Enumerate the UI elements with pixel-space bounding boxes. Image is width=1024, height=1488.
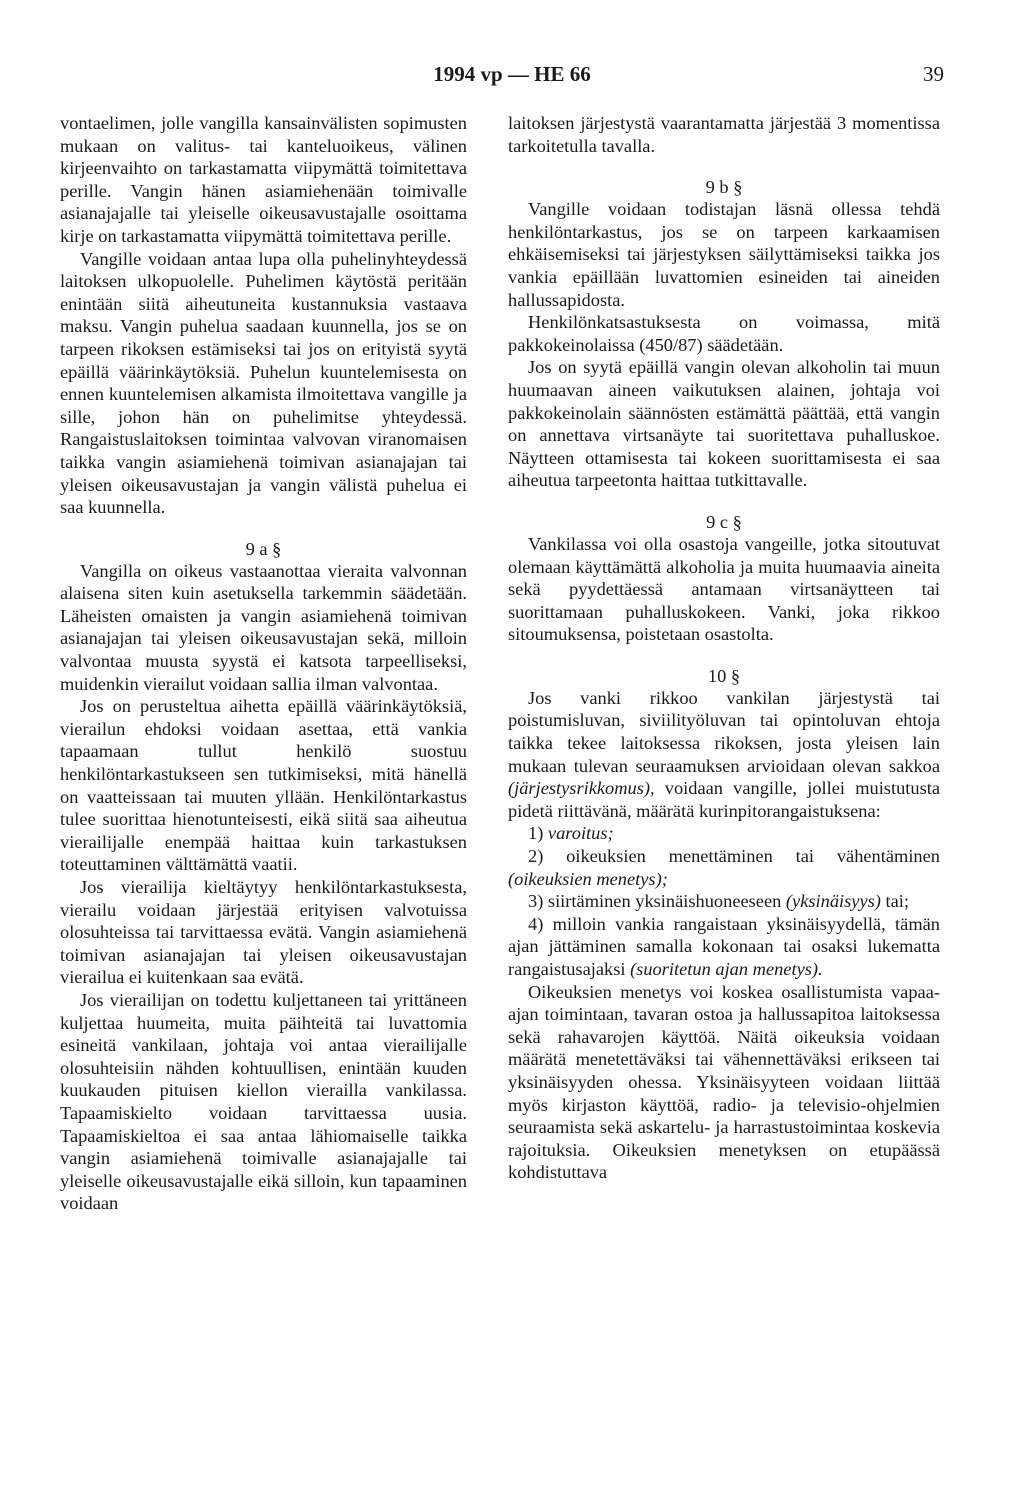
page-number: 39: [923, 62, 944, 86]
paragraph: Jos vierailijan on todettu kuljettaneen tai yrittäneen kuljettaa huumeita, muita päihteitä tai luvattomia esineitä vankilaan, johtaja voi antaa vierailijalle olosuhteisiin nähden kohtuullisen, enintään kuuden kuukauden pituisen kiellon vierailla vankilassa. Tapaamiskielto voidaan tarvittaessa uusia. Tapaamiskieltoa ei saa antaa lähiomaiselle taikka vangin asiamiehenä toimivalle asianajajalle tai yleiselle oikeusavustajalle eikä silloin, kun tapaaminen voidaan: [60, 989, 467, 1214]
list-item: [508, 913, 940, 981]
italic-term: (oikeuksien menetys);: [508, 868, 668, 889]
italic-term: (järjestysrikkomus),: [508, 778, 655, 799]
paragraph: Oikeuksien menetys voi koskea osallistumista vapaa-ajan toimintaan, tavaran ostoa ja hallussapitoa laitoksessa sekä rahavarojen käyttöä. Näitä oikeuksia voidaan määrätä menetettäväksi tai vähennettäväksi erikseen tai yksinäisyyden ohessa. Yksinäisyyteen voidaan liittää myös kirjaston käyttöä, radio- ja televisio-ohjelmien seuraamista sekä askartelu- ja harrastustoimintaa koskevia rajoituksia. Oikeuksien menetyksen on etupäässä kohdistuttava: [508, 981, 940, 1183]
list-text: 1): [528, 823, 548, 844]
list-text: 2) oikeuksien menettäminen tai vähentäminen: [528, 846, 940, 867]
italic-term: (suoritetun ajan menetys).: [630, 959, 823, 979]
italic-term: varoitus;: [547, 823, 614, 844]
list-text: 3) siirtäminen yksinäishuoneeseen: [528, 891, 786, 912]
left-column: [60, 112, 467, 1215]
section-heading-9b: 9 b §: [705, 177, 743, 198]
document-title: 1994 vp — HE 66: [433, 62, 591, 86]
text-run: voidaan vangille, jollei muistutusta pidetä riittävänä, määrätä kurinpitorangaistuksena:: [508, 778, 940, 821]
paragraph: [508, 687, 940, 823]
list-item: [508, 845, 940, 890]
paragraph: Vangilla on oikeus vastaanottaa vieraita valvonnan alaisena siten kuin asetuksella tarkemmin säädetään. Läheisten omaisten ja vangin asiamiehenä toimivan asianajajan tai yleisen oikeusavustajan sekä, milloin valvontaa muusta syystä ei katsota tarpeelliseksi, muidenkin vierailut voidaan sallia ilman valvontaa.: [60, 560, 467, 694]
paragraph: Jos vierailija kieltäytyy henkilöntarkastuksesta, vierailu voidaan järjestää erityisen valvotuissa olosuhteissa tai tarvittaessa evätä. Vangin asiamiehenä toimivan asianajajan tai yleisen oikeusavustajan vierailua ei kuitenkaan saa evätä.: [60, 877, 467, 988]
paragraph: Jos on syytä epäillä vangin olevan alkoholin tai muun huumaavan aineen vaikutuksen alainen, johtaja voi pakkokeinolain säännösten estämättä päättää, että vangin on annettava virtsanäyte tai suoritettava puhalluskoe. Näytteen ottamisesta tai kokeen suorittamisesta ei saa aiheutua tarpeetonta haittaa tutkittavalle.: [508, 357, 940, 491]
list-text: 4) milloin vankia rangaistaan yksinäisyydellä, tämän ajan jättäminen samalla kokonaan tai osaksi lukematta rangaistusajaksi: [508, 913, 940, 979]
paragraph: Vangille voidaan todistajan läsnä ollessa tehdä henkilöntarkastus, jos se on tarpeen karkaamisen ehkäisemiseksi tai järjestyksen säilyttämiseksi taikka jos vankia epäillään luvattomien esineiden tai aineiden hallussapidosta.: [508, 199, 940, 310]
paragraph: Vankilassa voi olla osastoja vangeille, jotka sitoutuvat olemaan käyttämättä alkoholia ja muita huumaavia aineita sekä pyydettäessä antamaan virtsanäytteen tai suorittamaan puhalluskokeen. Vanki, joka rikkoo sitoumuksensa, poistetaan osastolta.: [508, 533, 940, 645]
list-item: [508, 890, 940, 913]
text-run: Jos vanki rikkoo vankilan järjestystä tai poistumisluvan, siviilityöluvan tai opintoluvan ehtoja taikka tekee laitoksessa rikoksen, josta yleisen lain mukaan tulevan seuraamuksen arvioidaan olevan sakkoa: [508, 687, 940, 776]
italic-term: (yksinäisyys): [785, 891, 881, 912]
paragraph: Vangille voidaan antaa lupa olla puhelinyhteydessä laitoksen ulkopuolelle. Puhelimen käytöstä peritään enintään siitä aiheutuneita kustannuksia vastaava maksu. Vangin puhelua saadaan kuunnella, jos se on tarpeen rikoksen estämiseksi tai jos on erityistä syytä epäillä väärinkäytöksiä. Puhelun kuuntelemisesta on ennen kuuntelemisen alkamista ilmoitettava vangille ja sille, johon hän on puhelimitse yhteydessä. Rangaistuslaitoksen toimintaa valvovan viranomaisen taikka vangin asiamiehenä toimivan asianajajan tai yleisen oikeusavustajan ja vangin välistä puhelua ei saa kuunnella.: [60, 248, 467, 518]
paragraph: vontaelimen, jolle vangilla kansainvälisten sopimusten mukaan on valitus- tai kanteluoikeus, välinen kirjeenvaihto on tarkastamatta viipymättä toimitettava perille. Vangin hänen asiamiehenään toimivalle asianajajalle tai yleiselle oikeusavustajalle osoittama kirje on tarkastamatta viipymättä toimitettava perille.: [60, 113, 467, 246]
section-heading-9a: 9 a §: [245, 538, 282, 559]
paragraph: laitoksen järjestystä vaarantamatta järjestää 3 momentissa tarkoitetulla tavalla.: [508, 113, 940, 156]
list-item: [508, 822, 940, 845]
right-column: [508, 112, 940, 1184]
paragraph: Henkilönkatsastuksesta on voimassa, mitä pakkokeinolaissa (450/87) säädetään.: [508, 312, 940, 355]
page-header: [0, 62, 1024, 92]
list-text: tai;: [880, 891, 909, 912]
paragraph: Jos on perusteltua aihetta epäillä väärinkäytöksiä, vierailun ehdoksi voidaan asettaa, että vankia tapaamaan tullut henkilö suostuu henkilöntarkastukseen sen tutkimiseksi, mitä hänellä on vaatteissaan tai muuten yllään. Henkilöntarkastus tulee suorittaa hienotunteisesti, eikä siitä saa aiheutua vierailijalle enempää haittaa kuin tarkastuksen toteuttaminen välttämättä vaatii.: [60, 696, 467, 875]
section-heading-10: 10 §: [707, 665, 741, 686]
section-heading-9c: 9 c §: [706, 511, 742, 532]
